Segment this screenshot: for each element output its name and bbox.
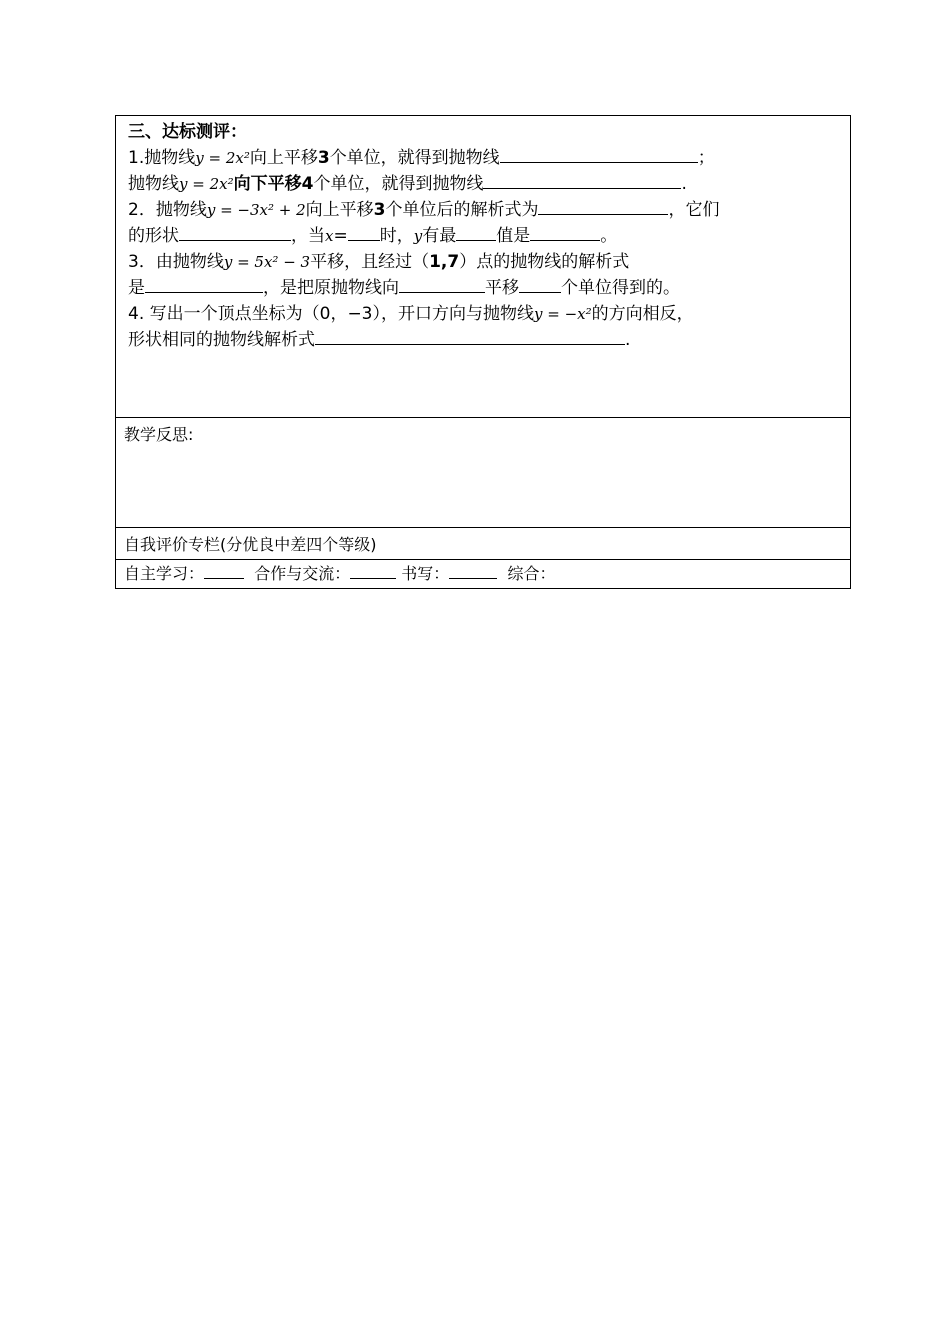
eval-overall-label: 综合：	[507, 564, 556, 583]
q3-text-2: ）点的抛物线的解析式	[459, 252, 630, 272]
q4-prefix: 4. 写出一个顶点坐标为（0，−3），开口方向与抛物线	[128, 304, 534, 324]
q3-text-1: 平移，且经过（	[310, 252, 430, 272]
question-1-line-1	[128, 145, 838, 171]
q2-time-label: 时，	[379, 226, 414, 246]
q2-num: 3	[373, 200, 386, 220]
answer-blank[interactable]	[483, 171, 681, 189]
self-eval-cell	[116, 528, 850, 560]
section-title: 三、达标测评：	[128, 122, 247, 142]
answer-blank[interactable]	[399, 275, 485, 293]
q4-formula: y = −x²	[534, 305, 592, 323]
q3-direction-label: ，是把原抛物线向	[263, 278, 399, 298]
question-2-line-1	[128, 197, 838, 223]
q2-text-1: 向上平移	[305, 200, 374, 220]
q1-text-a2: 个单位，就得到抛物线	[329, 148, 500, 168]
q4-text: 的方向相反，	[591, 304, 694, 324]
question-4-line-1	[128, 301, 838, 327]
q1-formula-a: y = 2x²	[195, 149, 250, 167]
q2-var-y: y	[413, 227, 423, 245]
q2-var-x: x	[325, 227, 334, 245]
eval-self-study-label: 自主学习：	[124, 564, 205, 583]
answer-blank[interactable]	[315, 327, 625, 345]
q2-formula: y = −3x² + 2	[206, 201, 306, 219]
eval-writing-label: 书写：	[401, 564, 450, 583]
q2-extreme-label: 有最	[422, 226, 457, 246]
q1-end-b: .	[681, 174, 687, 194]
q1-num-a: 3	[317, 148, 330, 168]
q1-text-b2: 个单位，就得到抛物线	[313, 174, 484, 194]
answer-blank[interactable]	[500, 145, 698, 163]
answer-blank[interactable]	[530, 223, 600, 241]
q1-end-a: ；	[697, 148, 715, 168]
q1-text-b: 向下平移	[233, 174, 302, 194]
q1-prefix-b: 抛物线	[128, 174, 179, 194]
q3-units-label: 个单位得到的。	[561, 278, 680, 298]
q3-prefix: 3．由抛物线	[128, 252, 224, 272]
q2-equals: =	[333, 226, 348, 246]
reflection-label: 教学反思:	[124, 425, 194, 444]
q4-label: 形状相同的抛物线解析式	[128, 330, 315, 350]
answer-blank[interactable]	[145, 275, 263, 293]
q2-end: ，它们	[668, 200, 720, 220]
question-3-line-2	[128, 275, 838, 301]
q1-num-b: 4	[301, 174, 314, 194]
answer-blank[interactable]	[348, 223, 380, 241]
q3-point: 1,7	[429, 252, 460, 272]
question-3-line-1	[128, 249, 838, 275]
answer-blank[interactable]	[456, 223, 496, 241]
question-4-line-2	[128, 327, 838, 353]
eval-self-study-blank[interactable]	[204, 563, 244, 579]
q2-value-label: 值是	[496, 226, 531, 246]
eval-writing-blank[interactable]	[449, 563, 497, 579]
q3-is-label: 是	[128, 278, 145, 298]
self-eval-label: 自我评价专栏(分优良中差四个等级)	[124, 535, 377, 554]
eval-row	[116, 560, 850, 588]
q2-period: 。	[600, 226, 618, 246]
assessment-table	[115, 115, 851, 589]
question-2-line-2	[128, 223, 838, 249]
eval-line	[124, 563, 842, 585]
answer-blank[interactable]	[519, 275, 561, 293]
eval-cooperation-label: 合作与交流：	[254, 564, 351, 583]
q2-shape-label: 的形状	[128, 226, 179, 246]
q1-text-a: 向上平移	[249, 148, 318, 168]
q3-shift-label: 平移	[485, 278, 519, 298]
q1-prefix: 1.抛物线	[128, 148, 196, 168]
reflection-cell[interactable]	[116, 418, 850, 528]
q2-prefix: 2．抛物线	[128, 200, 207, 220]
q3-formula: y = 5x² − 3	[223, 253, 311, 271]
answer-blank[interactable]	[538, 197, 668, 215]
q4-end: .	[625, 330, 631, 350]
q2-when-label: ，当	[291, 226, 325, 246]
answer-blank[interactable]	[179, 223, 291, 241]
question-1-line-2	[128, 171, 838, 197]
q1-formula-b: y = 2x²	[179, 175, 234, 193]
eval-cooperation-blank[interactable]	[350, 563, 396, 579]
assessment-cell	[116, 116, 850, 418]
q2-text-2: 个单位后的解析式为	[385, 200, 539, 220]
